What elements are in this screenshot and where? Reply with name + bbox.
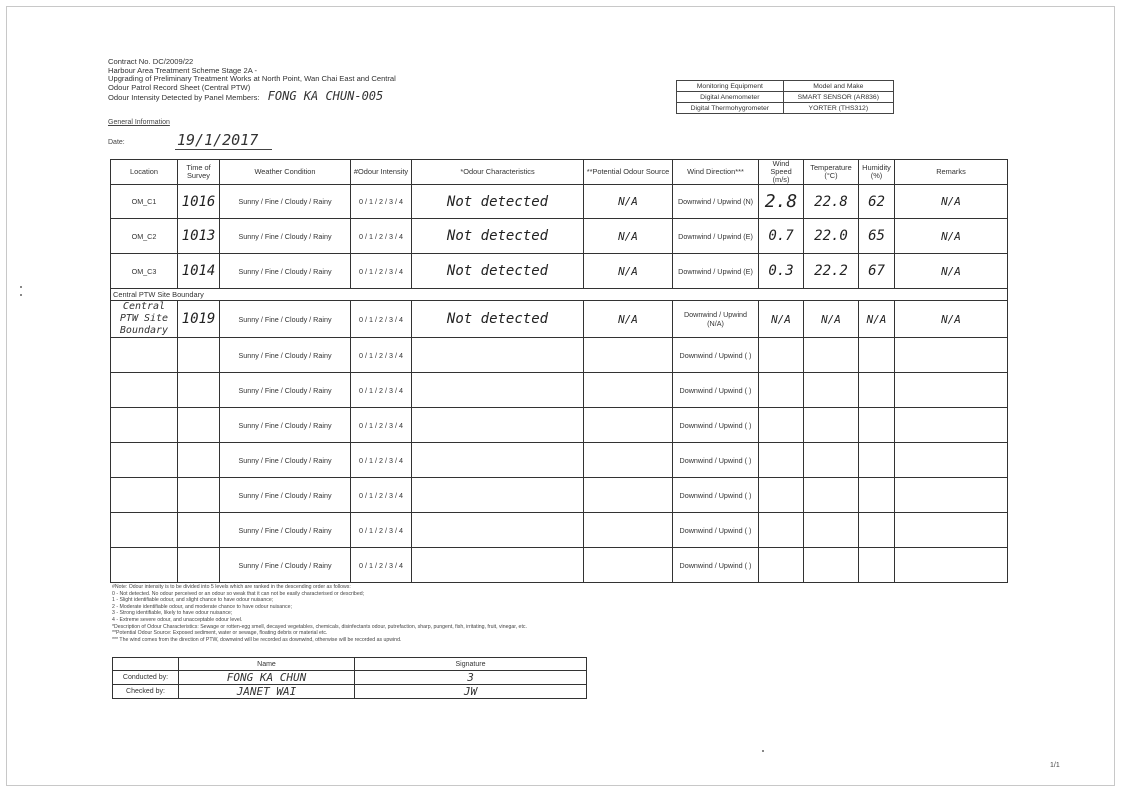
location-cell: OM_C2 bbox=[111, 219, 178, 254]
col-header: Location bbox=[111, 160, 178, 185]
checked-by-label: Checked by: bbox=[113, 685, 179, 699]
weather-cell: Sunny / Fine / Cloudy / Rainy bbox=[220, 548, 351, 583]
section-label: Central PTW Site Boundary bbox=[111, 289, 1008, 301]
wind-speed-cell: 0.7 bbox=[759, 219, 804, 254]
project-line-1: Harbour Area Treatment Scheme Stage 2A - bbox=[108, 65, 258, 75]
wind-speed-cell: N/A bbox=[759, 301, 804, 338]
wind-direction-cell: Downwind / Upwind (E) bbox=[673, 219, 759, 254]
wind-direction-cell: Downwind / Upwind (E) bbox=[673, 254, 759, 289]
col-header: **Potential Odour Source bbox=[584, 160, 673, 185]
table-row bbox=[111, 185, 1008, 219]
source-cell: N/A bbox=[584, 185, 673, 219]
intensity-cell: 0 / 1 / 2 / 3 / 4 bbox=[351, 548, 412, 583]
date-label: Date: bbox=[108, 139, 125, 146]
intensity-cell: 0 / 1 / 2 / 3 / 4 bbox=[351, 254, 412, 289]
table-row bbox=[111, 373, 1008, 408]
col-header: Time of Survey bbox=[178, 160, 220, 185]
note-line: 4 - Extreme severe odour, and unacceptable odour level. bbox=[112, 616, 243, 623]
page-number: 1/1 bbox=[1050, 762, 1060, 769]
equipment-name: Digital Thermohygrometer bbox=[677, 103, 784, 114]
signature-header: Signature bbox=[355, 658, 587, 671]
project-line-2: Upgrading of Preliminary Treatment Works at North Point, Wan Chai East and Central bbox=[108, 74, 396, 84]
sig-header-blank bbox=[113, 658, 179, 671]
col-header: Remarks bbox=[895, 160, 1008, 185]
table-row bbox=[111, 513, 1008, 548]
humidity-cell: 65 bbox=[859, 219, 895, 254]
conducted-by-name: FONG KA CHUN bbox=[179, 671, 355, 685]
name-header: Name bbox=[179, 658, 355, 671]
weather-cell: Sunny / Fine / Cloudy / Rainy bbox=[220, 408, 351, 443]
intensity-cell: 0 / 1 / 2 / 3 / 4 bbox=[351, 185, 412, 219]
scan-speck bbox=[20, 294, 22, 296]
table-row bbox=[111, 254, 1008, 289]
time-cell: 1016 bbox=[178, 185, 220, 219]
contract-number: Contract No. DC/2009/22 bbox=[108, 57, 194, 66]
col-header: Wind Speed (m/s) bbox=[759, 160, 804, 185]
wind-speed-cell: 0.3 bbox=[759, 254, 804, 289]
location-cell: Central PTW Site Boundary bbox=[111, 301, 178, 338]
wind-direction-cell: Downwind / Upwind ( ) bbox=[673, 478, 759, 513]
time-cell: 1019 bbox=[178, 301, 220, 338]
col-header: #Odour Intensity bbox=[351, 160, 412, 185]
remarks-cell: N/A bbox=[895, 301, 1008, 338]
remarks-cell: N/A bbox=[895, 254, 1008, 289]
source-cell: N/A bbox=[584, 219, 673, 254]
conducted-by-label: Conducted by: bbox=[113, 671, 179, 685]
location-cell: OM_C3 bbox=[111, 254, 178, 289]
note-line: *** The wind comes from the direction of PTW, downwind will be recorded as downwind, otherwise will be recorded as upwind. bbox=[112, 636, 402, 643]
temperature-cell: 22.0 bbox=[804, 219, 859, 254]
scan-speck bbox=[20, 286, 22, 288]
remarks-cell: N/A bbox=[895, 219, 1008, 254]
weather-cell: Sunny / Fine / Cloudy / Rainy bbox=[220, 219, 351, 254]
wind-direction-cell: Downwind / Upwind (N) bbox=[673, 185, 759, 219]
table-row bbox=[111, 443, 1008, 478]
weather-cell: Sunny / Fine / Cloudy / Rainy bbox=[220, 513, 351, 548]
equipment-header: Monitoring Equipment bbox=[677, 81, 784, 92]
humidity-cell: 62 bbox=[859, 185, 895, 219]
wind-speed-cell: 2.8 bbox=[759, 185, 804, 219]
note-line: 0 - Not detected. No odour perceived or an odour so weak that it can not be easily characterised or described; bbox=[112, 590, 365, 597]
col-header: Weather Condition bbox=[220, 160, 351, 185]
checked-by-signature: JW bbox=[355, 685, 587, 699]
humidity-cell: N/A bbox=[859, 301, 895, 338]
weather-cell: Sunny / Fine / Cloudy / Rainy bbox=[220, 338, 351, 373]
col-header: *Odour Characteristics bbox=[412, 160, 584, 185]
temperature-cell: 22.8 bbox=[804, 185, 859, 219]
wind-direction-cell: Downwind / Upwind ( ) bbox=[673, 373, 759, 408]
odour-patrol-table bbox=[110, 159, 1008, 583]
col-header: Temperature (°C) bbox=[804, 160, 859, 185]
equipment-name: Digital Anemometer bbox=[677, 92, 784, 103]
source-cell: N/A bbox=[584, 254, 673, 289]
wind-direction-cell: Downwind / Upwind ( ) bbox=[673, 408, 759, 443]
weather-cell: Sunny / Fine / Cloudy / Rainy bbox=[220, 301, 351, 338]
panel-row bbox=[108, 89, 396, 104]
table-row bbox=[111, 338, 1008, 373]
equipment-model: SMART SENSOR (AR836) bbox=[783, 92, 893, 103]
time-cell: 1014 bbox=[178, 254, 220, 289]
signature-table bbox=[112, 657, 587, 699]
note-line: 3 - Strong identifiable, likely to have odour nuisance; bbox=[112, 610, 233, 617]
notes-block bbox=[112, 584, 527, 643]
intensity-cell: 0 / 1 / 2 / 3 / 4 bbox=[351, 408, 412, 443]
table-row bbox=[111, 548, 1008, 583]
characteristics-cell: Not detected bbox=[412, 219, 584, 254]
temperature-cell: N/A bbox=[804, 301, 859, 338]
intensity-cell: 0 / 1 / 2 / 3 / 4 bbox=[351, 513, 412, 548]
panel-members: FONG KA CHUN-005 bbox=[267, 89, 384, 104]
intensity-cell: 0 / 1 / 2 / 3 / 4 bbox=[351, 373, 412, 408]
characteristics-cell: Not detected bbox=[412, 301, 584, 338]
wind-direction-cell: Downwind / Upwind ( ) bbox=[673, 548, 759, 583]
wind-direction-cell: Downwind / Upwind ( ) bbox=[673, 513, 759, 548]
model-header: Model and Make bbox=[783, 81, 893, 92]
note-line: 2 - Moderate identifiable odour, and moderate chance to have odour nuisance; bbox=[112, 603, 292, 610]
equipment-model: YORTER (THS312) bbox=[783, 103, 893, 114]
col-header: Humidity (%) bbox=[859, 160, 895, 185]
weather-cell: Sunny / Fine / Cloudy / Rainy bbox=[220, 373, 351, 408]
wind-direction-cell: Downwind / Upwind ( ) bbox=[673, 443, 759, 478]
note-line: **Potential Odour Source: Exposed sediment, water or sewage, floating debris or material etc. bbox=[112, 630, 328, 637]
col-header: Wind Direction*** bbox=[673, 160, 759, 185]
section-row bbox=[111, 289, 1008, 301]
wind-direction-cell: Downwind / Upwind (N/A) bbox=[673, 301, 759, 338]
table-row bbox=[111, 219, 1008, 254]
table-row bbox=[111, 301, 1008, 338]
intensity-cell: 0 / 1 / 2 / 3 / 4 bbox=[351, 478, 412, 513]
table-row bbox=[111, 408, 1008, 443]
time-cell: 1013 bbox=[178, 219, 220, 254]
intensity-cell: 0 / 1 / 2 / 3 / 4 bbox=[351, 301, 412, 338]
characteristics-cell: Not detected bbox=[412, 185, 584, 219]
intensity-cell: 0 / 1 / 2 / 3 / 4 bbox=[351, 338, 412, 373]
sheet-title: Odour Patrol Record Sheet (Central PTW) bbox=[108, 82, 251, 92]
remarks-cell: N/A bbox=[895, 185, 1008, 219]
note-line: 1 - Slight identifiable odour, and slight chance to have odour nuisance; bbox=[112, 597, 274, 604]
weather-cell: Sunny / Fine / Cloudy / Rainy bbox=[220, 478, 351, 513]
note-line: #Note: Odour intensity is to be divided into 5 levels which are ranked in the descending order as follows: bbox=[112, 584, 351, 590]
general-information-label: General Information bbox=[108, 119, 170, 126]
temperature-cell: 22.2 bbox=[804, 254, 859, 289]
panel-label: Odour Intensity Detected by Panel Members: bbox=[108, 93, 260, 103]
weather-cell: Sunny / Fine / Cloudy / Rainy bbox=[220, 254, 351, 289]
intensity-cell: 0 / 1 / 2 / 3 / 4 bbox=[351, 443, 412, 478]
scan-speck bbox=[762, 750, 764, 752]
conducted-by-signature: 3 bbox=[355, 671, 587, 685]
location-cell: OM_C1 bbox=[111, 185, 178, 219]
checked-by-name: JANET WAI bbox=[179, 685, 355, 699]
humidity-cell: 67 bbox=[859, 254, 895, 289]
note-line: *Description of Odour Characteristics: Sewage or rotten-egg smell, decayed vegetables, chemicals, disinfectants odour, putrefaction, sharp, pungent, fish, irritating, fruit, vinegar, etc. bbox=[112, 623, 527, 630]
equipment-table bbox=[676, 80, 894, 114]
weather-cell: Sunny / Fine / Cloudy / Rainy bbox=[220, 185, 351, 219]
table-header-row bbox=[111, 160, 1008, 185]
characteristics-cell: Not detected bbox=[412, 254, 584, 289]
weather-cell: Sunny / Fine / Cloudy / Rainy bbox=[220, 443, 351, 478]
document-header bbox=[108, 58, 396, 103]
source-cell: N/A bbox=[584, 301, 673, 338]
table-row bbox=[111, 478, 1008, 513]
wind-direction-cell: Downwind / Upwind ( ) bbox=[673, 338, 759, 373]
date-value: 19/1/2017 bbox=[175, 131, 272, 150]
intensity-cell: 0 / 1 / 2 / 3 / 4 bbox=[351, 219, 412, 254]
